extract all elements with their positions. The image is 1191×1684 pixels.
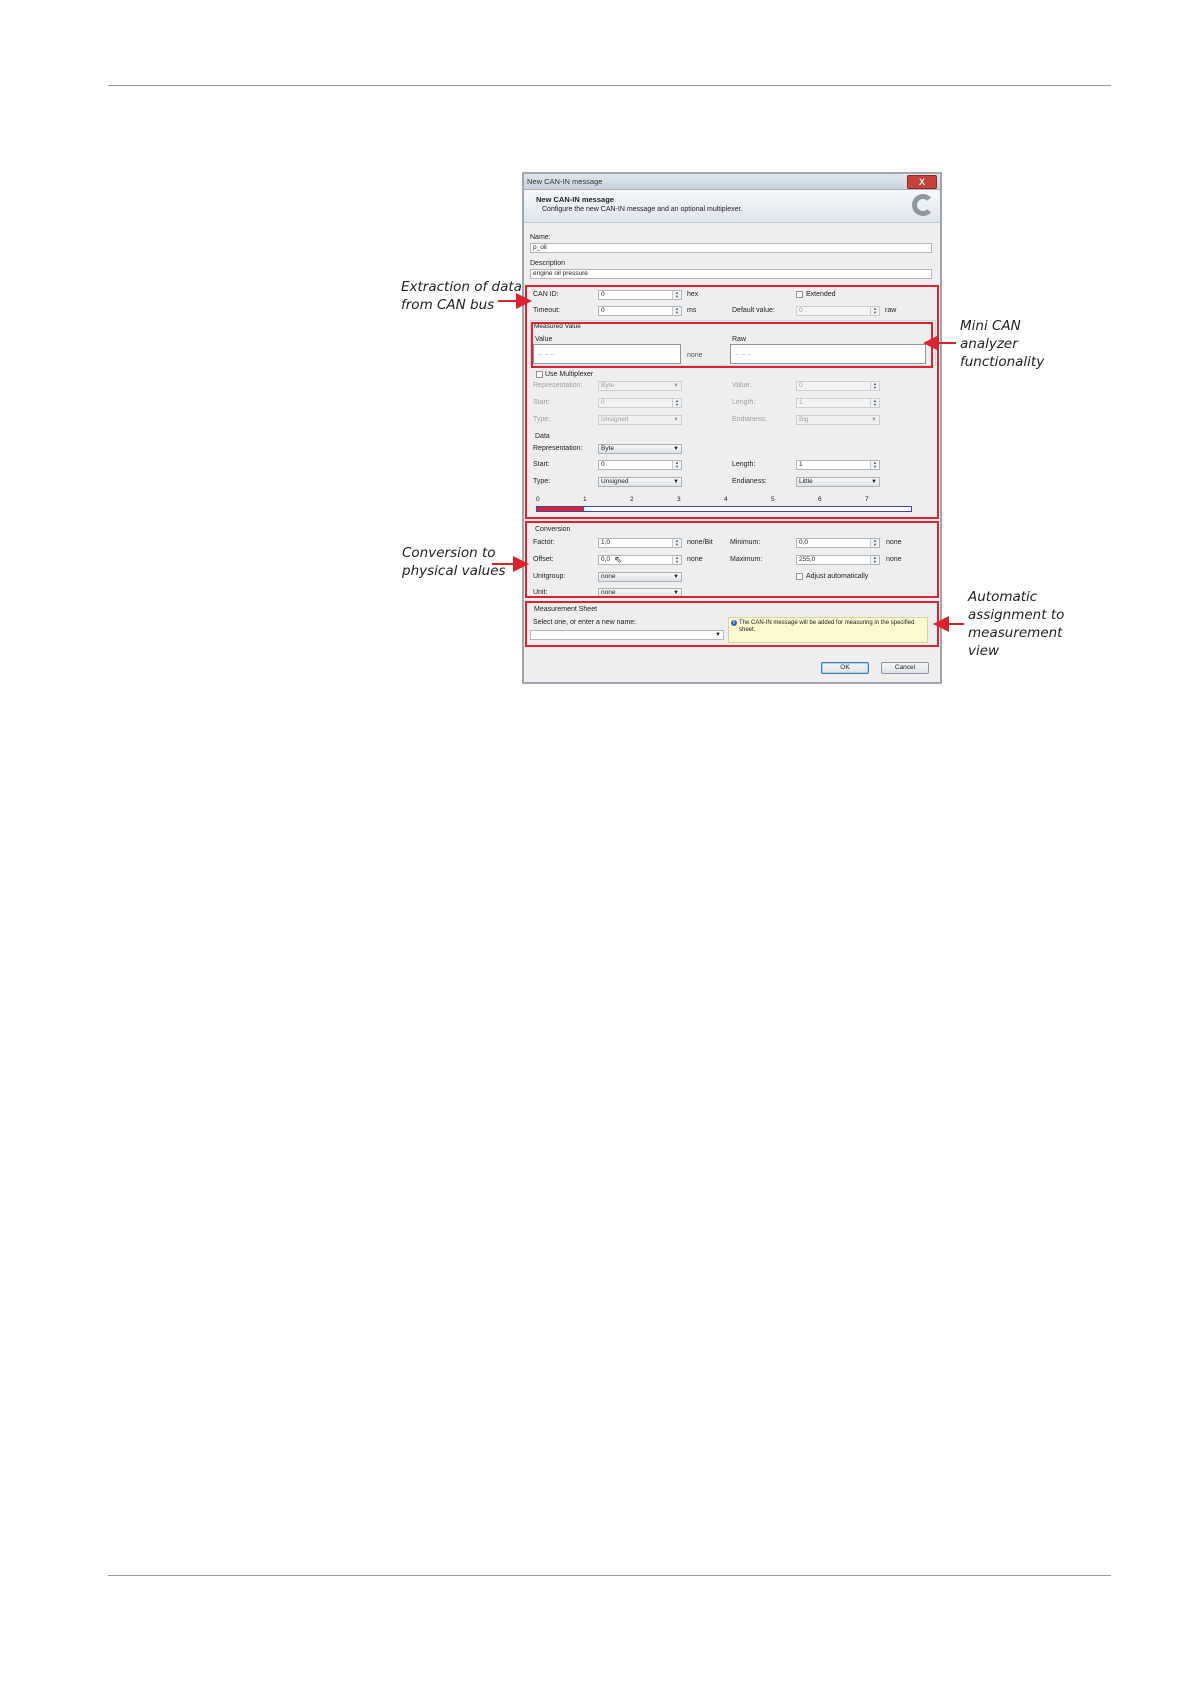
callout-line: view xyxy=(968,643,1000,659)
bit-label: 6 xyxy=(818,496,822,503)
ok-button[interactable]: OK xyxy=(821,662,869,674)
maximum-value: 255,0 xyxy=(799,556,816,563)
bit-label: 3 xyxy=(677,496,681,503)
callout-line: analyzer xyxy=(960,336,1018,352)
data-endianess-value: Little xyxy=(799,478,813,485)
measured-value-unit: none xyxy=(687,352,703,359)
callout-extraction xyxy=(401,278,522,314)
raw-value-display: -- -- -- xyxy=(730,344,926,364)
mux-type-label: Type: xyxy=(533,416,551,423)
data-type-value: Unsigned xyxy=(601,478,629,485)
bit-label: 4 xyxy=(724,496,728,503)
callout-line: Conversion to xyxy=(402,545,496,561)
can-id-value: 0 xyxy=(601,291,605,298)
data-endianess-label: Endianess: xyxy=(732,478,767,485)
header-title: New CAN-IN message xyxy=(536,195,614,204)
data-type-label: Type: xyxy=(533,478,551,485)
mux-start-label: Start: xyxy=(533,399,550,406)
progress-spinner-icon xyxy=(912,194,934,216)
can-id-unit: hex xyxy=(687,291,699,298)
mux-representation-label: Representation: xyxy=(533,382,583,389)
chevron-down-icon: ▼ xyxy=(673,479,679,485)
callout-line: assignment to xyxy=(968,607,1065,623)
new-can-in-dialog xyxy=(522,172,942,684)
measured-value-title: Measured Value xyxy=(534,323,581,330)
factor-unit: none/Bit xyxy=(687,539,713,546)
highlight-measurement-sheet xyxy=(525,601,939,647)
mux-length-value: 1 xyxy=(799,399,803,406)
callout-mini-can xyxy=(960,317,1044,371)
minimum-unit: none xyxy=(886,539,902,546)
bit-label: 1 xyxy=(583,496,587,503)
spinner-arrows-icon[interactable]: ▲ ▼ xyxy=(672,461,681,469)
data-representation-value: Byte xyxy=(601,445,615,452)
callout-line: physical values xyxy=(402,563,506,579)
spinner-arrows-icon[interactable]: ▲ ▼ xyxy=(870,556,879,564)
callout-line: Extraction of data xyxy=(401,279,522,295)
timeout-unit: ms xyxy=(687,307,697,314)
use-multiplexer-label: Use Multiplexer xyxy=(545,371,594,378)
mux-endianess-label: Endianess: xyxy=(732,416,767,423)
offset-value: 0,0 xyxy=(601,556,611,563)
minimum-label: Minimum: xyxy=(730,539,761,546)
highlight-measured-value xyxy=(531,322,933,368)
unitgroup-label: Unitgroup: xyxy=(533,573,566,580)
callout-line: Mini CAN xyxy=(960,318,1021,334)
spinner-arrows-icon[interactable]: ▲ ▼ xyxy=(672,539,681,547)
description-label: Description xyxy=(530,260,566,267)
spinner-arrows-icon[interactable]: ▲ ▼ xyxy=(672,291,681,299)
bit-label: 5 xyxy=(771,496,775,503)
data-start-label: Start: xyxy=(533,461,550,468)
data-title: Data xyxy=(535,433,550,440)
data-start-value: 0 xyxy=(601,461,605,468)
callout-automatic xyxy=(968,588,1064,660)
mux-endianess-value: Big xyxy=(799,416,809,423)
spinner-arrows-icon: ▲ ▼ xyxy=(870,399,879,407)
chevron-down-icon: ▼ xyxy=(673,383,679,389)
conversion-title: Conversion xyxy=(535,526,571,533)
mux-length-label: Length: xyxy=(732,399,756,406)
highlight-can-extraction xyxy=(525,285,939,519)
spinner-arrows-icon: ▲ ▼ xyxy=(870,307,879,315)
mux-value: 0 xyxy=(799,382,803,389)
chevron-down-icon: ▼ xyxy=(673,417,679,423)
extended-label: Extended xyxy=(806,291,836,298)
default-value: 0 xyxy=(799,307,803,314)
unitgroup-value: none xyxy=(601,573,616,580)
callout-line: from CAN bus xyxy=(401,297,495,313)
spinner-arrows-icon: ▲ ▼ xyxy=(672,399,681,407)
header-rule xyxy=(108,85,1111,86)
bit-label: 0 xyxy=(536,496,540,503)
adjust-automatically-label: Adjust automatically xyxy=(806,573,869,580)
header-subtitle: Configure the new CAN-IN message and an optional multiplexer. xyxy=(542,206,743,213)
chevron-down-icon: ▼ xyxy=(673,574,679,580)
mux-value-label: Value: xyxy=(732,382,752,389)
maximum-label: Maximum: xyxy=(730,556,763,563)
chevron-down-icon: ▼ xyxy=(673,590,679,596)
mouse-cursor-icon: ⇖ xyxy=(614,555,623,566)
callout-line: functionality xyxy=(960,354,1045,370)
cancel-button[interactable]: Cancel xyxy=(881,662,929,674)
measured-value-display: -- -- -- xyxy=(533,344,681,364)
spinner-arrows-icon[interactable]: ▲ ▼ xyxy=(870,461,879,469)
default-value-unit: raw xyxy=(885,307,897,314)
name-field[interactable]: p_oil xyxy=(530,243,932,253)
offset-unit: none xyxy=(687,556,703,563)
hint-text: The CAN-IN message will be added for measuring in the specified sheet. xyxy=(739,620,915,633)
chevron-down-icon: ▼ xyxy=(871,417,877,423)
chevron-down-icon: ▼ xyxy=(673,446,679,452)
mux-type-value: Unsigned xyxy=(601,416,629,423)
unit-value: none xyxy=(601,589,616,596)
name-label: Name: xyxy=(530,234,551,241)
data-length-label: Length: xyxy=(732,461,756,468)
spinner-arrows-icon: ▲ ▼ xyxy=(870,382,879,390)
callout-conversion xyxy=(402,544,506,580)
title-bar xyxy=(524,174,940,190)
unit-label: Unit: xyxy=(533,589,548,596)
timeout-label: Timeout: xyxy=(533,307,560,314)
factor-label: Factor: xyxy=(533,539,555,546)
data-length-value: 1 xyxy=(799,461,803,468)
bit-label: 7 xyxy=(865,496,869,503)
data-representation-label: Representation: xyxy=(533,445,583,452)
chevron-down-icon: ▼ xyxy=(871,479,877,485)
window-title: New CAN-IN message xyxy=(527,177,603,186)
chevron-down-icon: ▼ xyxy=(715,632,721,638)
info-icon: i xyxy=(731,620,737,626)
raw-label: Raw xyxy=(732,336,747,343)
bit-label: 2 xyxy=(630,496,634,503)
spinner-arrows-icon[interactable]: ▲ ▼ xyxy=(672,556,681,564)
measurement-sheet-title: Measurement Sheet xyxy=(534,606,598,613)
factor-value: 1,0 xyxy=(601,539,611,546)
close-button[interactable]: X xyxy=(907,175,937,189)
minimum-value: 0,0 xyxy=(799,539,809,546)
callout-line: Automatic xyxy=(968,589,1038,605)
default-value-label: Default value: xyxy=(732,307,775,314)
highlight-conversion xyxy=(525,521,939,598)
mux-start-value: 0 xyxy=(601,399,605,406)
spinner-arrows-icon[interactable]: ▲ ▼ xyxy=(870,539,879,547)
description-field[interactable]: engine oil pressure xyxy=(530,269,932,279)
maximum-unit: none xyxy=(886,556,902,563)
offset-label: Offset: xyxy=(533,556,554,563)
mux-representation-value: Byte xyxy=(601,382,615,389)
can-id-label: CAN ID: xyxy=(533,291,559,298)
measurement-sheet-select-label: Select one, or enter a new name: xyxy=(533,619,637,626)
dialog-header xyxy=(524,190,940,223)
spinner-arrows-icon[interactable]: ▲ ▼ xyxy=(672,307,681,315)
value-label: Value xyxy=(535,336,553,343)
timeout-value: 0 xyxy=(601,307,605,314)
footer-rule xyxy=(108,1575,1111,1576)
callout-line: measurement xyxy=(968,625,1063,641)
